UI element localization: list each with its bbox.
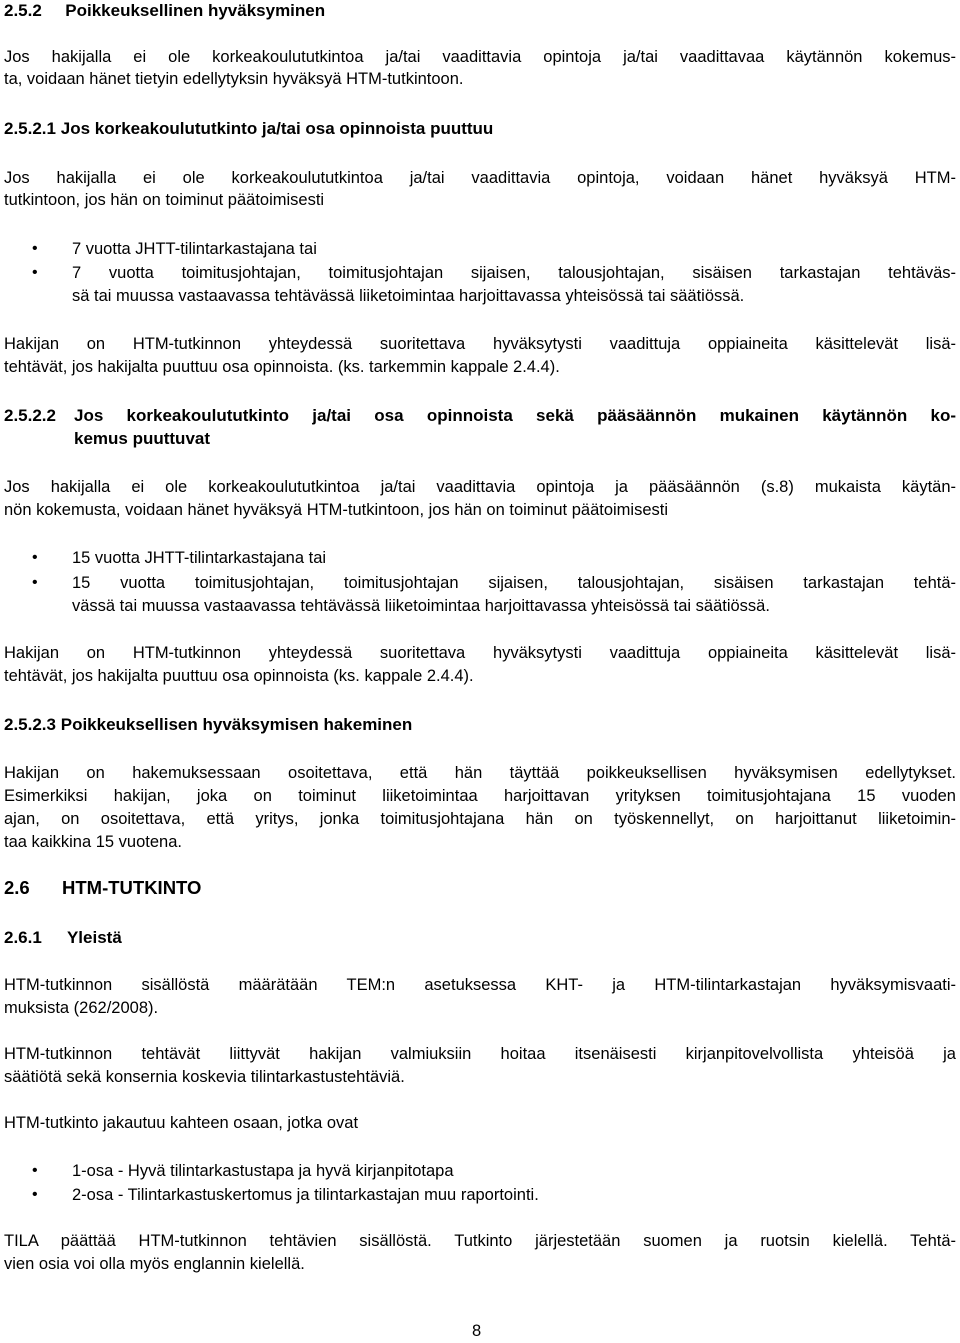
section-heading-2-6-1 bbox=[4, 927, 122, 949]
paragraph-line: muksista (262/2008). bbox=[4, 999, 159, 1017]
bullet-icon: • bbox=[32, 240, 38, 257]
bullet-icon: • bbox=[32, 549, 38, 566]
section-number: 2.6 bbox=[4, 877, 30, 898]
paragraph-line: Hakijan on HTM-tutkinnon yhteydessä suoritettava hyväksytysti vaadittuja oppiaineita käsittelevät lisä- bbox=[4, 644, 956, 662]
paragraph-line: ta, voidaan hänet tietyin edellytyksin hyväksyä HTM-tutkintoon. bbox=[4, 70, 464, 88]
section-heading-2-5-2-3 bbox=[4, 714, 412, 736]
paragraph-line: TILA päättää HTM-tutkinnon tehtävien sisällöstä. Tutkinto järjestetään suomen ja ruotsin kielellä. Tehtä- bbox=[4, 1232, 956, 1250]
paragraph-line: HTM-tutkinnon tehtävät liittyvät hakijan valmiuksiin hoitaa itsenäisesti kirjanpitovelvollista yhteisöä ja bbox=[4, 1045, 956, 1063]
section-number: 2.5.2.3 bbox=[4, 715, 56, 734]
section-number: 2.5.2 bbox=[4, 1, 42, 20]
paragraph-line: nön kokemusta, voidaan hänet hyväksyä HTM-tutkintoon, jos hän on toiminut päätoimisesti bbox=[4, 501, 669, 519]
bullet-icon: • bbox=[32, 1162, 38, 1179]
section-heading-2-5-2-1 bbox=[4, 118, 493, 140]
paragraph-line: Hakijan on hakemuksessaan osoitettava, että hän täyttää poikkeuksellisen hyväksymisen edellytykset. bbox=[4, 764, 956, 782]
section-number: 2.5.2.1 bbox=[4, 119, 56, 138]
paragraph-line: vien osia voi olla myös englannin kielellä. bbox=[4, 1255, 305, 1273]
paragraph-line: tehtävät, jos hakijalta puuttuu osa opinnoista. (ks. tarkemmin kappale 2.4.4). bbox=[4, 358, 560, 376]
section-title: Yleistä bbox=[66, 928, 122, 947]
paragraph-line: Esimerkiksi hakijan, joka on toiminut liiketoimintaa harjoittavan yrityksen toimitusjohtajana 15 vuoden bbox=[4, 787, 956, 805]
list-item-continuation: vässä tai muussa vastaavassa tehtävässä liiketoimintaa harjoittavassa yhteisössä tai säätiössä. bbox=[72, 597, 770, 615]
section-number: 2.5.2.2 bbox=[4, 406, 56, 425]
section-title: Poikkeuksellinen hyväksyminen bbox=[65, 1, 326, 20]
section-title: Jos korkeakoulututkinto ja/tai osa opinnoista sekä pääsäännön mukainen käytännön ko- bbox=[74, 406, 956, 425]
paragraph-line: HTM-tutkinto jakautuu kahteen osaan, jotka ovat bbox=[4, 1114, 359, 1132]
paragraph-line: HTM-tutkinnon sisällöstä määrätään TEM:n asetuksessa KHT- ja HTM-tilintarkastajan hyväksymisvaati- bbox=[4, 976, 956, 994]
section-heading-2-5-2 bbox=[4, 0, 325, 22]
bullet-icon: • bbox=[32, 264, 38, 281]
paragraph-line: tehtävät, jos hakijalta puuttuu osa opinnoista (ks. kappale 2.4.4). bbox=[4, 667, 474, 685]
paragraph-line: Jos hakijalla ei ole korkeakoulututkintoa ja/tai vaadittavia opintoja ja/tai vaadittavaa käytännön kokemus- bbox=[4, 48, 956, 66]
page-number: 8 bbox=[472, 1322, 482, 1340]
paragraph-line: säätiötä sekä konsernia koskevia tilintarkastustehtäviä. bbox=[4, 1068, 405, 1086]
list-item-continuation: sä tai muussa vastaavassa tehtävässä liiketoimintaa harjoittavassa yhteisössä tai säätiössä. bbox=[72, 287, 745, 305]
section-title-continuation: kemus puuttuvat bbox=[74, 429, 211, 448]
bullet-icon: • bbox=[32, 1186, 38, 1203]
paragraph-line: ajan, on osoitettava, että yritys, jonka toimitusjohtajana hän on työskennellyt, on harjoittanut liiketoimin- bbox=[4, 810, 956, 828]
paragraph-line: tutkintoon, jos hän on toiminut päätoimisesti bbox=[4, 191, 325, 209]
paragraph-line: taa kaikkina 15 vuotena. bbox=[4, 833, 182, 851]
bullet-icon: • bbox=[32, 574, 38, 591]
paragraph-line: Jos hakijalla ei ole korkeakoulututkintoa ja/tai vaadittavia opintoja, voidaan hänet hyväksyä HTM- bbox=[4, 169, 956, 187]
section-title: Jos korkeakoulututkinto ja/tai osa opinnoista puuttuu bbox=[60, 119, 494, 138]
section-title: HTM-TUTKINTO bbox=[62, 877, 202, 898]
section-title: Poikkeuksellisen hyväksymisen hakeminen bbox=[60, 715, 413, 734]
section-number: 2.6.1 bbox=[4, 928, 42, 947]
section-heading-2-6 bbox=[4, 877, 201, 899]
paragraph-line: Jos hakijalla ei ole korkeakoulututkintoa ja/tai vaadittavia opintoja ja pääsäännön (s.8) mukaista käytän- bbox=[4, 478, 956, 496]
paragraph-line: Hakijan on HTM-tutkinnon yhteydessä suoritettava hyväksytysti vaadittuja oppiaineita käsittelevät lisä- bbox=[4, 335, 956, 353]
